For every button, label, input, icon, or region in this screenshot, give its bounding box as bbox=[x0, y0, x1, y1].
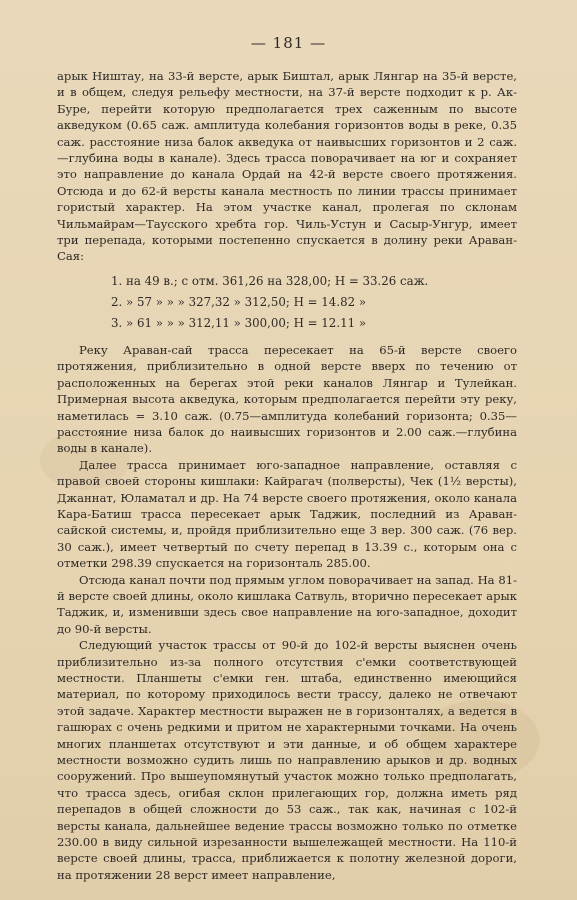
paragraph-3: Далее трасса принимает юго-западное направление, оставляя с правой своей стороны кишлаки: Кайрагач (полверсты), Чек (1½ версты), Джаннат, Юламатал и др. На 74 версте своего протяжения, около канала Кара-Батиш трасса пересекает арык Таджик, последний из Араван-сайской системы, и, пройдя приблизительно еще 3 вер. 300 саж. (76 вер. 30 саж.), имеет четвертый по счету перепад в 13.39 с., которым она с отметки 298.39 спускается на горизонталь 285.00. bbox=[57, 457, 517, 571]
paragraph-4: Отсюда канал почти под прямым углом поворачивает на запад. На 81-й версте своей длины, около кишлака Сатвуль, вторично пересекает арык Таджик, и, изменивши здесь свое направление на юго-западное, доходит до 90-й версты. bbox=[57, 572, 517, 636]
paragraph-1: арык Ништау, на 33-й версте, арык Биштал, арык Лянгар на 35-й версте, и в общем, следуя рельефу местности, на 37-й версте подходит к р. Ак-Буре, перейти которую предполагается трех саженным по высоте акведуком (0.65 саж. амплитуда колебания горизонтов воды в реке, 0.35 саж. расстояние низа балок акведука от наивысших горизонтов и 2 саж.—глубина воды в канале). Здесь трасса поворачивает на юг и сохраняет это направление до канала Ордай на 42-й версте своего протяжения. Отсюда и до 62-й версты канала местность по линии трассы принимает гористый характер. На этом участке канал, пролегая по склонам Чильмайрам—Таусского хребта гор. Чиль-Устун и Сасыр-Унгур, имеет три перепада, которыми постепенно спускается в долину реки Араван-Сая: bbox=[57, 69, 517, 264]
body-text bbox=[57, 68, 517, 883]
drop-list bbox=[57, 271, 517, 334]
drop-list-item: 3. » 61 » » » 312,11 » 300,00; H = 12.11 » bbox=[111, 315, 367, 330]
drop-list-item: 2. » 57 » » » 327,32 » 312,50; H = 14.82 » bbox=[111, 294, 367, 309]
paragraph-5: Следующий участок трассы от 90-й до 102-й версты выяснен очень приблизительно из-за полного отсутствия с'емки соответствующей местности. Планшеты с'емки ген. штаба, единственно имеющийся материал, по которому приходилось вести трассу, далеко не отвечают этой задаче. Характер местности выражен не в горизонталях, а ведется в гашюрах с очень редкими и притом не характерными точками. На очень многих планшетах отсутствуют и эти данные, и об общем характере местности возможно судить лишь по направлению арыков и др. водных сооружений. Про вышеупомянутый участок можно только предполагать, что трасса здесь, огибая склон прилегающих гор, должна иметь ряд перепадов в общей сложности до 53 саж., так как, начиная с 102-й версты канала, дальнейшее ведение трассы возможно только по отметке 230.00 в виду сильной изрезанности вышележащей местности. На 110-й версте своей длины, трасса, приближается к полотну железной дороги, на протяжении 28 верст имеет направление, bbox=[57, 638, 517, 882]
paragraph-2: Реку Араван-сай трасса пересекает на 65-й версте своего протяжения, приблизительно в одной версте вверх по течению от расположенных на берегах этой реки каналов Лянгар и Тулейкан. Примерная высота акведука, которым предполагается перейти эту реку, наметилась = 3.10 саж. (0.75—амплитуда колебаний горизонта; 0.35—расстояние низа балок до наивысших горизонтов и 2.00 саж.—глубина воды в канале). bbox=[57, 342, 517, 456]
page-number: — 181 — bbox=[250, 34, 327, 52]
drop-list-item: 1. на 49 в.; с отм. 361,26 на 328,00; H = 33.26 саж. bbox=[111, 273, 429, 288]
